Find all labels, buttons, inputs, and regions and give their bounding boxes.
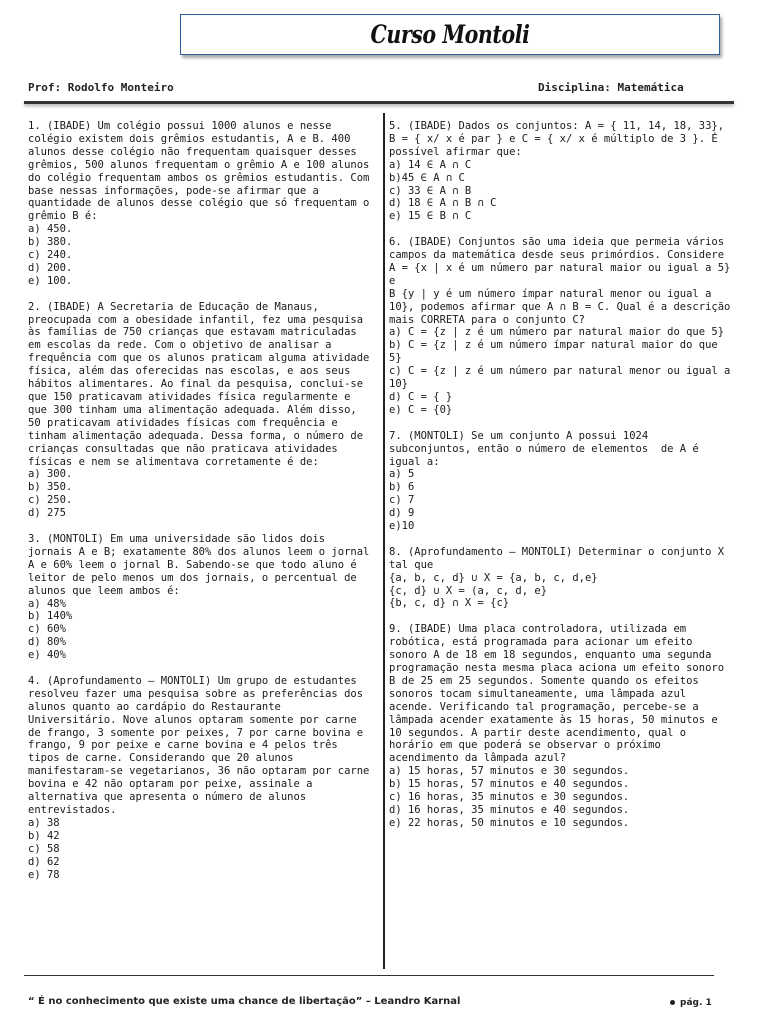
question-line: d) 62 xyxy=(28,855,60,868)
professor-label: Prof: xyxy=(28,81,62,94)
question-line: 3. (MONTOLI) Em uma universidade são lidos dois xyxy=(28,532,326,545)
question-line: d) 275 xyxy=(28,507,66,520)
question-line: físicas e nem se alimentava corretamente é de: xyxy=(28,455,319,468)
question-line: tal que xyxy=(389,558,434,571)
question-line: a) 14 ∈ A ∩ C xyxy=(389,158,472,171)
question-line: c) 16 horas, 35 minutos e 30 segundos. xyxy=(389,791,630,804)
question-line: A e 60% leem o jornal B. Sabendo-se que todo aluno é xyxy=(28,558,357,571)
question-line: em escolas da rede. Com o objetivo de analisar a xyxy=(28,339,332,352)
question-block xyxy=(389,430,739,533)
question-line: a) 300. xyxy=(28,468,73,481)
question-line: 9. (IBADE) Uma placa controladora, utilizada em xyxy=(389,623,687,636)
question-line: b)45 ∈ A ∩ C xyxy=(389,171,465,184)
question-block xyxy=(28,533,378,662)
question-block xyxy=(389,236,739,417)
page-label: pág. 1 xyxy=(680,998,712,1008)
question-line: e) C = {0} xyxy=(389,403,453,416)
question-line: hábitos alimentares. Ao final da pesquisa, conclui-se xyxy=(28,378,364,391)
question-line: tinham alimentação adequada. Dessa forma, o número de xyxy=(28,429,364,442)
question-line: alunos que leem ambos é: xyxy=(28,584,180,597)
question-line: {c, d} ∪ X = (a, c, d, e} xyxy=(389,584,548,597)
question-line: c) 7 xyxy=(389,494,415,507)
question-line: a) 15 horas, 57 minutos e 30 segundos. xyxy=(389,765,630,778)
question-line: e xyxy=(389,274,396,287)
question-line: 4. (Aprofundamento – MONTOLI) Um grupo de estudantes xyxy=(28,674,357,687)
question-line: às famílias de 750 crianças que estavam matriculadas xyxy=(28,326,357,339)
question-line: possível afirmar que: xyxy=(389,145,522,158)
question-line: a) 5 xyxy=(389,468,415,481)
question-line: b) 15 horas, 57 minutos e 40 segundos. xyxy=(389,778,630,791)
question-line: B {y | y é um número ímpar natural menor ou igual a xyxy=(389,287,712,300)
question-line: 8. (Aprofundamento – MONTOLI) Determinar o conjunto X xyxy=(389,545,725,558)
question-line: programação nesta mesma placa aciona um efeito sonoro xyxy=(389,662,725,674)
question-line: frango, 9 por peixe e carne bovina e 4 pelos três xyxy=(28,739,338,752)
question-line: quantidade de alunos desse colégio que só frequentam o xyxy=(28,197,370,210)
question-line: e) 100. xyxy=(28,274,73,287)
question-block xyxy=(389,546,739,611)
question-line: {a, b, c, d} ∪ X = {a, b, c, d,e} xyxy=(389,571,598,584)
question-line: a) 48% xyxy=(28,597,66,610)
question-line: acende. Verificando tal programação, percebe-se a xyxy=(389,700,699,713)
question-line: bovina e 42 não optaram por peixe, assinale a xyxy=(28,778,313,791)
column-divider xyxy=(383,113,385,969)
left-column xyxy=(28,120,378,894)
question-line: c) 250. xyxy=(28,494,73,507)
question-line: campos da matemática desde seus primórdios. Considere xyxy=(389,249,725,262)
question-line: b) C = {z | z é um número ímpar natural maior do que xyxy=(389,339,718,352)
question-line: base nessas informações, pode-se afirmar que a xyxy=(28,184,319,197)
question-line: grêmio B é: xyxy=(28,210,98,223)
question-line: manifestaram-se vegetarianos, 36 não optaram por carne xyxy=(28,765,370,778)
discipline-line xyxy=(538,81,684,94)
question-line: c) 33 ∈ A ∩ B xyxy=(389,184,472,197)
question-line: d) C = { } xyxy=(389,391,453,404)
question-block xyxy=(389,120,739,223)
question-line: 2. (IBADE) A Secretaria de Educação de Manaus, xyxy=(28,300,319,313)
question-block xyxy=(28,120,378,288)
question-line: c) 240. xyxy=(28,249,73,262)
question-line: a) C = {z | z é um número par natural maior do que 5} xyxy=(389,326,725,339)
footer-rule xyxy=(24,975,714,976)
question-line: 5} xyxy=(389,352,402,365)
question-line: mais CORRETA para o conjunto C? xyxy=(389,313,585,326)
professor-name: Rodolfo Monteiro xyxy=(67,81,174,94)
question-line: colégio existem dois grêmios estudantis, A e B. 400 xyxy=(28,132,351,145)
question-line: de frango, 3 somente por peixes, 7 por carne bovina e xyxy=(28,726,364,739)
question-line: alunos quanto ao cardápio do Restaurante xyxy=(28,700,281,713)
question-block xyxy=(28,675,378,882)
question-line: a) 38 xyxy=(28,816,60,829)
right-column xyxy=(389,120,739,843)
question-line: física, além das oferecidas nas escolas, e aos seus xyxy=(28,365,351,378)
question-line: frequência com que os alunos praticam alguma atividade xyxy=(28,352,370,365)
discipline-name: Matemática xyxy=(617,81,684,94)
footer-quote: “ É no conhecimento que existe uma chance de libertação” – Leandro Karnal xyxy=(28,996,461,1007)
question-line: 1. (IBADE) Um colégio possui 1000 alunos e nesse xyxy=(28,120,332,132)
question-block xyxy=(28,301,378,520)
question-line: leitor de pelo menos um dos jornais, o percentual de xyxy=(28,571,357,584)
question-line: 5. (IBADE) Dados os conjuntos: A = { 11, 14, 18, 33}, xyxy=(389,120,725,132)
question-line: lâmpada acender exatamente às 15 horas, 50 minutos e xyxy=(389,713,718,726)
question-line: que 150 praticavam atividades física regularmente e xyxy=(28,391,351,404)
question-line: que 300 tinham uma alimentação adequada. Além disso, xyxy=(28,403,357,416)
question-line: e) 15 ∈ B ∩ C xyxy=(389,210,472,223)
page-number xyxy=(670,998,712,1008)
question-line: preocupada com a obesidade infantil, fez uma pesquisa xyxy=(28,313,364,326)
question-line: subconjuntos, então o número de elementos de A é xyxy=(389,442,699,455)
question-line: A = {x | x é um número par natural maior ou igual a 5} xyxy=(389,261,731,274)
header-rule xyxy=(24,101,734,104)
question-line: b) 380. xyxy=(28,236,73,249)
course-title: Curso Montoli xyxy=(370,20,530,49)
question-line: c) 58 xyxy=(28,842,60,855)
question-block xyxy=(389,623,739,830)
question-line: grêmios, 500 alunos frequentam o grêmio A e 100 alunos xyxy=(28,158,370,171)
question-line: 50 praticavam atividades físicas com frequência e xyxy=(28,416,338,429)
question-line: 10}, podemos afirmar que A ∩ B = C. Qual é a descrição xyxy=(389,300,731,313)
question-line: alternativa que apresenta o número de alunos xyxy=(28,791,307,804)
question-line: e)10 xyxy=(389,520,415,533)
discipline-label: Disciplina: xyxy=(538,81,611,94)
question-line: d) 80% xyxy=(28,636,66,649)
question-line: b) 140% xyxy=(28,610,73,623)
question-line: sonoro A de 18 em 18 segundos, enquanto uma segunda xyxy=(389,649,712,662)
question-line: d) 18 ∈ A ∩ B ∩ C xyxy=(389,197,497,210)
question-line: e) 78 xyxy=(28,868,60,881)
question-line: tipos de carne. Considerando que 20 alunos xyxy=(28,752,294,765)
bullet-icon xyxy=(670,1000,675,1005)
question-line: c) 60% xyxy=(28,623,66,636)
question-line: Universitário. Nove alunos optaram somente por carne xyxy=(28,713,357,726)
professor-line xyxy=(28,81,174,94)
question-line: b) 42 xyxy=(28,829,60,842)
question-line: 6. (IBADE) Conjuntos são uma ideia que permeia vários xyxy=(389,236,725,249)
question-line: jornais A e B; exatamente 80% dos alunos leem o jornal xyxy=(28,545,370,558)
question-line: d) 16 horas, 35 minutos e 40 segundos. xyxy=(389,803,630,816)
question-line: sonoros tocam simultaneamente, uma lâmpada azul xyxy=(389,687,687,700)
question-line: 7. (MONTOLI) Se um conjunto A possui 1024 xyxy=(389,429,649,442)
question-line: 10} xyxy=(389,378,408,391)
question-line: 10 segundos. A partir deste acendimento, qual o xyxy=(389,726,687,739)
question-line: d) 200. xyxy=(28,261,73,274)
question-line: igual a: xyxy=(389,455,440,468)
course-title-box xyxy=(180,14,720,55)
question-line: e) 40% xyxy=(28,649,66,662)
question-line: horário em que poderá se observar o próximo xyxy=(389,739,661,752)
question-line: e) 22 horas, 50 minutos e 10 segundos. xyxy=(389,816,630,829)
question-line: {b, c, d} ∩ X = {c} xyxy=(389,597,510,610)
question-line: acendimento da lâmpada azul? xyxy=(389,752,567,765)
question-line: B = { x/ x é par } e C = { x/ x é múltiplo de 3 }. É xyxy=(389,132,718,145)
question-line: do colégio frequentam ambos os grêmios estudantis. Com xyxy=(28,171,370,184)
question-line: b) 350. xyxy=(28,481,73,494)
question-line: alunos desse colégio não frequentam quaisquer desses xyxy=(28,145,357,158)
question-line: a) 450. xyxy=(28,223,73,236)
question-line: robótica, está programada para acionar um efeito xyxy=(389,636,693,649)
question-line: b) 6 xyxy=(389,481,415,494)
question-line: B de 25 em 25 segundos. Somente quando os efeitos xyxy=(389,674,699,687)
question-line: resolveu fazer uma pesquisa sobre as preferências dos xyxy=(28,687,364,700)
question-line: c) C = {z | z é um número par natural menor ou igual a xyxy=(389,365,731,378)
question-line: d) 9 xyxy=(389,507,415,520)
question-line: crianças consultadas que não praticava atividades xyxy=(28,442,338,455)
question-line: entrevistados. xyxy=(28,803,117,816)
